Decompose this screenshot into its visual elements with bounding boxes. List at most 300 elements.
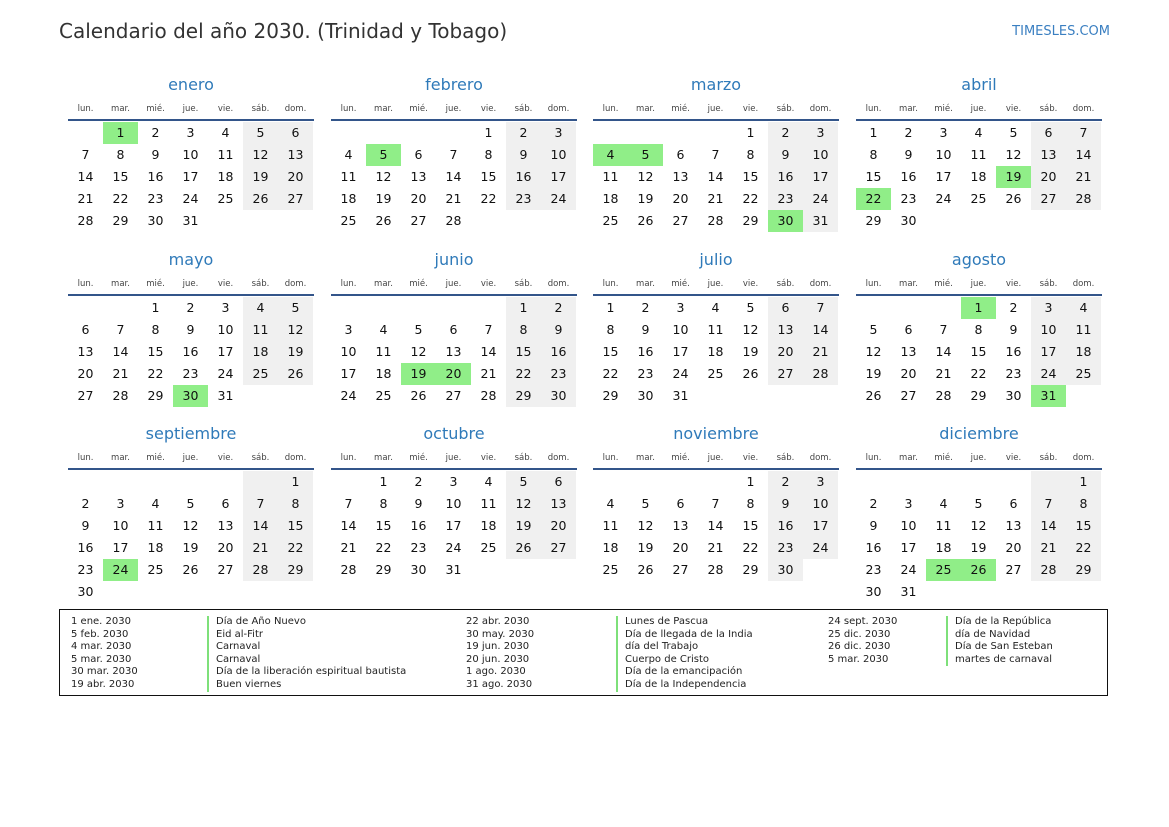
day-cell[interactable]: 10 — [217, 322, 234, 337]
day-cell[interactable]: 17 — [340, 366, 357, 381]
day-cell[interactable]: 11 — [375, 344, 392, 359]
day-cell[interactable]: 20 — [217, 540, 234, 555]
day-cell[interactable]: 30 — [637, 388, 654, 403]
day-cell[interactable]: 22 — [506, 363, 541, 385]
day-cell[interactable]: 2 — [768, 471, 803, 493]
day-cell[interactable]: 5 — [243, 122, 278, 144]
day-cell[interactable]: 3 — [676, 300, 685, 315]
day-cell[interactable]: 17 — [803, 515, 838, 537]
day-cell[interactable]: 7 — [711, 147, 720, 162]
day-cell[interactable]: 29 — [742, 213, 759, 228]
day-cell[interactable]: 22 — [1066, 537, 1101, 559]
holiday-day-cell[interactable]: 1 — [961, 297, 996, 319]
day-cell[interactable]: 26 — [278, 363, 313, 385]
day-cell[interactable]: 28 — [77, 213, 94, 228]
holiday-day-cell[interactable]: 5 — [366, 144, 401, 166]
day-cell[interactable]: 8 — [379, 496, 388, 511]
day-cell[interactable]: 29 — [602, 388, 619, 403]
day-cell[interactable]: 24 — [935, 191, 952, 206]
day-cell[interactable]: 17 — [935, 169, 952, 184]
day-cell[interactable]: 29 — [1066, 559, 1101, 581]
day-cell[interactable]: 25 — [970, 191, 987, 206]
day-cell[interactable]: 21 — [1066, 166, 1101, 188]
day-cell[interactable]: 14 — [707, 518, 724, 533]
day-cell[interactable]: 4 — [711, 300, 720, 315]
day-cell[interactable]: 31 — [672, 388, 689, 403]
day-cell[interactable]: 24 — [445, 540, 462, 555]
day-cell[interactable]: 22 — [375, 540, 392, 555]
day-cell[interactable]: 30 — [900, 213, 917, 228]
day-cell[interactable]: 15 — [112, 169, 129, 184]
day-cell[interactable]: 20 — [768, 341, 803, 363]
day-cell[interactable]: 7 — [243, 493, 278, 515]
day-cell[interactable]: 26 — [410, 388, 427, 403]
day-cell[interactable]: 25 — [1066, 363, 1101, 385]
day-cell[interactable]: 27 — [900, 388, 917, 403]
day-cell[interactable]: 29 — [278, 559, 313, 581]
day-cell[interactable]: 9 — [541, 319, 576, 341]
day-cell[interactable]: 21 — [77, 191, 94, 206]
day-cell[interactable]: 20 — [1005, 540, 1022, 555]
day-cell[interactable]: 18 — [1066, 341, 1101, 363]
day-cell[interactable]: 30 — [865, 584, 882, 599]
day-cell[interactable]: 23 — [182, 366, 199, 381]
day-cell[interactable]: 5 — [506, 471, 541, 493]
day-cell[interactable]: 29 — [506, 385, 541, 407]
day-cell[interactable]: 5 — [278, 297, 313, 319]
day-cell[interactable]: 14 — [480, 344, 497, 359]
day-cell[interactable]: 13 — [541, 493, 576, 515]
site-link[interactable]: TIMESLES.COM — [1012, 24, 1110, 39]
day-cell[interactable]: 25 — [243, 363, 278, 385]
day-cell[interactable]: 10 — [803, 144, 838, 166]
day-cell[interactable]: 8 — [746, 496, 755, 511]
day-cell[interactable]: 12 — [865, 344, 882, 359]
day-cell[interactable]: 28 — [935, 388, 952, 403]
day-cell[interactable]: 18 — [480, 518, 497, 533]
holiday-day-cell[interactable]: 31 — [1031, 385, 1066, 407]
day-cell[interactable]: 11 — [147, 518, 164, 533]
day-cell[interactable]: 4 — [151, 496, 160, 511]
day-cell[interactable]: 3 — [803, 122, 838, 144]
day-cell[interactable]: 15 — [375, 518, 392, 533]
day-cell[interactable]: 3 — [221, 300, 230, 315]
day-cell[interactable]: 21 — [340, 540, 357, 555]
day-cell[interactable]: 17 — [541, 166, 576, 188]
day-cell[interactable]: 6 — [541, 471, 576, 493]
day-cell[interactable]: 20 — [541, 515, 576, 537]
day-cell[interactable]: 17 — [217, 344, 234, 359]
day-cell[interactable]: 8 — [869, 147, 878, 162]
day-cell[interactable]: 15 — [506, 341, 541, 363]
day-cell[interactable]: 2 — [869, 496, 878, 511]
day-cell[interactable]: 2 — [506, 122, 541, 144]
day-cell[interactable]: 18 — [340, 191, 357, 206]
day-cell[interactable]: 19 — [375, 191, 392, 206]
day-cell[interactable]: 19 — [243, 166, 278, 188]
day-cell[interactable]: 6 — [768, 297, 803, 319]
day-cell[interactable]: 28 — [445, 213, 462, 228]
day-cell[interactable]: 18 — [243, 341, 278, 363]
day-cell[interactable]: 18 — [217, 169, 234, 184]
day-cell[interactable]: 27 — [1005, 562, 1022, 577]
day-cell[interactable]: 9 — [768, 144, 803, 166]
holiday-day-cell[interactable]: 4 — [593, 144, 628, 166]
day-cell[interactable]: 4 — [484, 474, 493, 489]
day-cell[interactable]: 4 — [243, 297, 278, 319]
day-cell[interactable]: 12 — [637, 169, 654, 184]
day-cell[interactable]: 11 — [970, 147, 987, 162]
day-cell[interactable]: 7 — [449, 147, 458, 162]
holiday-day-cell[interactable]: 1 — [103, 122, 138, 144]
day-cell[interactable]: 11 — [480, 496, 497, 511]
day-cell[interactable]: 23 — [77, 562, 94, 577]
day-cell[interactable]: 19 — [182, 540, 199, 555]
day-cell[interactable]: 13 — [445, 344, 462, 359]
day-cell[interactable]: 7 — [1066, 122, 1101, 144]
day-cell[interactable]: 22 — [970, 366, 987, 381]
day-cell[interactable]: 9 — [904, 147, 913, 162]
day-cell[interactable]: 15 — [147, 344, 164, 359]
day-cell[interactable]: 23 — [506, 188, 541, 210]
day-cell[interactable]: 8 — [506, 319, 541, 341]
day-cell[interactable]: 4 — [974, 125, 983, 140]
day-cell[interactable]: 30 — [1005, 388, 1022, 403]
day-cell[interactable]: 25 — [602, 213, 619, 228]
day-cell[interactable]: 10 — [340, 344, 357, 359]
holiday-day-cell[interactable]: 22 — [856, 188, 891, 210]
day-cell[interactable]: 21 — [243, 537, 278, 559]
day-cell[interactable]: 5 — [414, 322, 423, 337]
day-cell[interactable]: 20 — [410, 191, 427, 206]
day-cell[interactable]: 15 — [1066, 515, 1101, 537]
day-cell[interactable]: 12 — [375, 169, 392, 184]
day-cell[interactable]: 27 — [77, 388, 94, 403]
day-cell[interactable]: 20 — [77, 366, 94, 381]
day-cell[interactable]: 4 — [344, 147, 353, 162]
day-cell[interactable]: 6 — [278, 122, 313, 144]
day-cell[interactable]: 31 — [803, 210, 838, 232]
day-cell[interactable]: 3 — [344, 322, 353, 337]
day-cell[interactable]: 12 — [970, 518, 987, 533]
day-cell[interactable]: 25 — [602, 562, 619, 577]
day-cell[interactable]: 7 — [803, 297, 838, 319]
day-cell[interactable]: 1 — [484, 125, 493, 140]
day-cell[interactable]: 25 — [340, 213, 357, 228]
day-cell[interactable]: 23 — [865, 562, 882, 577]
day-cell[interactable]: 16 — [768, 166, 803, 188]
day-cell[interactable]: 18 — [602, 191, 619, 206]
day-cell[interactable]: 14 — [243, 515, 278, 537]
day-cell[interactable]: 3 — [449, 474, 458, 489]
day-cell[interactable]: 27 — [278, 188, 313, 210]
day-cell[interactable]: 18 — [602, 540, 619, 555]
day-cell[interactable]: 26 — [637, 562, 654, 577]
day-cell[interactable]: 1 — [379, 474, 388, 489]
day-cell[interactable]: 30 — [147, 213, 164, 228]
holiday-day-cell[interactable]: 20 — [436, 363, 471, 385]
day-cell[interactable]: 21 — [935, 366, 952, 381]
day-cell[interactable]: 6 — [1009, 496, 1018, 511]
day-cell[interactable]: 27 — [672, 562, 689, 577]
day-cell[interactable]: 18 — [707, 344, 724, 359]
day-cell[interactable]: 7 — [939, 322, 948, 337]
day-cell[interactable]: 6 — [414, 147, 423, 162]
day-cell[interactable]: 19 — [742, 344, 759, 359]
day-cell[interactable]: 10 — [935, 147, 952, 162]
day-cell[interactable]: 25 — [375, 388, 392, 403]
day-cell[interactable]: 1 — [606, 300, 615, 315]
day-cell[interactable]: 2 — [151, 125, 160, 140]
day-cell[interactable]: 5 — [974, 496, 983, 511]
day-cell[interactable]: 23 — [637, 366, 654, 381]
day-cell[interactable]: 12 — [410, 344, 427, 359]
day-cell[interactable]: 6 — [676, 147, 685, 162]
day-cell[interactable]: 28 — [340, 562, 357, 577]
day-cell[interactable]: 25 — [147, 562, 164, 577]
day-cell[interactable]: 4 — [1066, 297, 1101, 319]
day-cell[interactable]: 28 — [480, 388, 497, 403]
day-cell[interactable]: 12 — [637, 518, 654, 533]
day-cell[interactable]: 31 — [445, 562, 462, 577]
day-cell[interactable]: 10 — [803, 493, 838, 515]
day-cell[interactable]: 16 — [900, 169, 917, 184]
day-cell[interactable]: 10 — [112, 518, 129, 533]
day-cell[interactable]: 17 — [182, 169, 199, 184]
day-cell[interactable]: 22 — [602, 366, 619, 381]
day-cell[interactable]: 9 — [81, 518, 90, 533]
day-cell[interactable]: 15 — [742, 518, 759, 533]
day-cell[interactable]: 9 — [151, 147, 160, 162]
day-cell[interactable]: 6 — [221, 496, 230, 511]
day-cell[interactable]: 8 — [746, 147, 755, 162]
day-cell[interactable]: 2 — [768, 122, 803, 144]
day-cell[interactable]: 6 — [81, 322, 90, 337]
day-cell[interactable]: 13 — [1005, 518, 1022, 533]
day-cell[interactable]: 29 — [147, 388, 164, 403]
day-cell[interactable]: 3 — [904, 496, 913, 511]
day-cell[interactable]: 31 — [900, 584, 917, 599]
day-cell[interactable]: 14 — [1031, 515, 1066, 537]
day-cell[interactable]: 21 — [112, 366, 129, 381]
day-cell[interactable]: 27 — [672, 213, 689, 228]
day-cell[interactable]: 3 — [541, 122, 576, 144]
day-cell[interactable]: 9 — [414, 496, 423, 511]
day-cell[interactable]: 2 — [904, 125, 913, 140]
day-cell[interactable]: 5 — [746, 300, 755, 315]
day-cell[interactable]: 16 — [1005, 344, 1022, 359]
day-cell[interactable]: 28 — [707, 213, 724, 228]
day-cell[interactable]: 2 — [1009, 300, 1018, 315]
day-cell[interactable]: 23 — [768, 537, 803, 559]
day-cell[interactable]: 4 — [221, 125, 230, 140]
day-cell[interactable]: 7 — [484, 322, 493, 337]
day-cell[interactable]: 18 — [147, 540, 164, 555]
day-cell[interactable]: 21 — [707, 540, 724, 555]
day-cell[interactable]: 11 — [1066, 319, 1101, 341]
day-cell[interactable]: 12 — [182, 518, 199, 533]
holiday-day-cell[interactable]: 25 — [926, 559, 961, 581]
day-cell[interactable]: 12 — [278, 319, 313, 341]
holiday-day-cell[interactable]: 30 — [173, 385, 208, 407]
day-cell[interactable]: 9 — [641, 322, 650, 337]
day-cell[interactable]: 19 — [278, 341, 313, 363]
day-cell[interactable]: 23 — [900, 191, 917, 206]
day-cell[interactable]: 6 — [676, 496, 685, 511]
day-cell[interactable]: 24 — [217, 366, 234, 381]
day-cell[interactable]: 23 — [768, 188, 803, 210]
day-cell[interactable]: 8 — [278, 493, 313, 515]
day-cell[interactable]: 11 — [217, 147, 234, 162]
day-cell[interactable]: 23 — [1005, 366, 1022, 381]
day-cell[interactable]: 17 — [1031, 341, 1066, 363]
day-cell[interactable]: 1 — [1066, 471, 1101, 493]
day-cell[interactable]: 2 — [541, 297, 576, 319]
day-cell[interactable]: 18 — [970, 169, 987, 184]
day-cell[interactable]: 10 — [1031, 319, 1066, 341]
day-cell[interactable]: 8 — [1066, 493, 1101, 515]
day-cell[interactable]: 22 — [147, 366, 164, 381]
day-cell[interactable]: 26 — [375, 213, 392, 228]
day-cell[interactable]: 5 — [641, 496, 650, 511]
day-cell[interactable]: 15 — [970, 344, 987, 359]
day-cell[interactable]: 13 — [672, 169, 689, 184]
day-cell[interactable]: 19 — [865, 366, 882, 381]
day-cell[interactable]: 28 — [112, 388, 129, 403]
day-cell[interactable]: 27 — [410, 213, 427, 228]
day-cell[interactable]: 18 — [375, 366, 392, 381]
day-cell[interactable]: 20 — [278, 166, 313, 188]
day-cell[interactable]: 17 — [900, 540, 917, 555]
day-cell[interactable]: 29 — [742, 562, 759, 577]
day-cell[interactable]: 3 — [186, 125, 195, 140]
day-cell[interactable]: 17 — [445, 518, 462, 533]
day-cell[interactable]: 4 — [379, 322, 388, 337]
day-cell[interactable]: 15 — [480, 169, 497, 184]
day-cell[interactable]: 13 — [672, 518, 689, 533]
day-cell[interactable]: 29 — [970, 388, 987, 403]
day-cell[interactable]: 22 — [742, 540, 759, 555]
day-cell[interactable]: 14 — [935, 344, 952, 359]
day-cell[interactable]: 24 — [803, 537, 838, 559]
day-cell[interactable]: 7 — [711, 496, 720, 511]
day-cell[interactable]: 16 — [147, 169, 164, 184]
day-cell[interactable]: 17 — [112, 540, 129, 555]
day-cell[interactable]: 29 — [865, 213, 882, 228]
day-cell[interactable]: 12 — [742, 322, 759, 337]
day-cell[interactable]: 13 — [768, 319, 803, 341]
day-cell[interactable]: 30 — [77, 584, 94, 599]
day-cell[interactable]: 19 — [970, 540, 987, 555]
holiday-day-cell[interactable]: 19 — [996, 166, 1031, 188]
day-cell[interactable]: 24 — [340, 388, 357, 403]
day-cell[interactable]: 7 — [81, 147, 90, 162]
day-cell[interactable]: 1 — [746, 474, 755, 489]
day-cell[interactable]: 8 — [484, 147, 493, 162]
day-cell[interactable]: 27 — [445, 388, 462, 403]
day-cell[interactable]: 30 — [541, 385, 576, 407]
day-cell[interactable]: 26 — [182, 562, 199, 577]
day-cell[interactable]: 25 — [217, 191, 234, 206]
day-cell[interactable]: 2 — [186, 300, 195, 315]
holiday-day-cell[interactable]: 19 — [401, 363, 436, 385]
day-cell[interactable]: 23 — [410, 540, 427, 555]
day-cell[interactable]: 16 — [506, 166, 541, 188]
day-cell[interactable]: 13 — [217, 518, 234, 533]
day-cell[interactable]: 25 — [707, 366, 724, 381]
day-cell[interactable]: 24 — [900, 562, 917, 577]
day-cell[interactable]: 20 — [900, 366, 917, 381]
day-cell[interactable]: 14 — [803, 319, 838, 341]
day-cell[interactable]: 25 — [480, 540, 497, 555]
day-cell[interactable]: 18 — [935, 540, 952, 555]
day-cell[interactable]: 8 — [116, 147, 125, 162]
day-cell[interactable]: 22 — [278, 537, 313, 559]
day-cell[interactable]: 8 — [974, 322, 983, 337]
day-cell[interactable]: 1 — [506, 297, 541, 319]
day-cell[interactable]: 1 — [869, 125, 878, 140]
day-cell[interactable]: 11 — [935, 518, 952, 533]
day-cell[interactable]: 20 — [1031, 166, 1066, 188]
day-cell[interactable]: 21 — [445, 191, 462, 206]
day-cell[interactable]: 14 — [112, 344, 129, 359]
day-cell[interactable]: 13 — [900, 344, 917, 359]
day-cell[interactable]: 13 — [278, 144, 313, 166]
day-cell[interactable]: 1 — [746, 125, 755, 140]
day-cell[interactable]: 3 — [939, 125, 948, 140]
day-cell[interactable]: 16 — [182, 344, 199, 359]
day-cell[interactable]: 1 — [278, 471, 313, 493]
day-cell[interactable]: 5 — [1009, 125, 1018, 140]
day-cell[interactable]: 26 — [637, 213, 654, 228]
day-cell[interactable]: 23 — [541, 363, 576, 385]
day-cell[interactable]: 24 — [182, 191, 199, 206]
day-cell[interactable]: 5 — [186, 496, 195, 511]
day-cell[interactable]: 27 — [1031, 188, 1066, 210]
day-cell[interactable]: 17 — [803, 166, 838, 188]
day-cell[interactable]: 13 — [410, 169, 427, 184]
day-cell[interactable]: 16 — [637, 344, 654, 359]
day-cell[interactable]: 24 — [1031, 363, 1066, 385]
day-cell[interactable]: 19 — [637, 540, 654, 555]
day-cell[interactable]: 9 — [768, 493, 803, 515]
day-cell[interactable]: 13 — [77, 344, 94, 359]
day-cell[interactable]: 16 — [541, 341, 576, 363]
day-cell[interactable]: 6 — [1031, 122, 1066, 144]
day-cell[interactable]: 12 — [506, 493, 541, 515]
day-cell[interactable]: 23 — [147, 191, 164, 206]
day-cell[interactable]: 31 — [217, 388, 234, 403]
day-cell[interactable]: 1 — [151, 300, 160, 315]
day-cell[interactable]: 10 — [445, 496, 462, 511]
day-cell[interactable]: 16 — [410, 518, 427, 533]
day-cell[interactable]: 8 — [606, 322, 615, 337]
day-cell[interactable]: 15 — [865, 169, 882, 184]
day-cell[interactable]: 22 — [112, 191, 129, 206]
day-cell[interactable]: 7 — [1031, 493, 1066, 515]
day-cell[interactable]: 24 — [672, 366, 689, 381]
day-cell[interactable]: 31 — [182, 213, 199, 228]
day-cell[interactable]: 11 — [340, 169, 357, 184]
day-cell[interactable]: 4 — [939, 496, 948, 511]
day-cell[interactable]: 27 — [541, 537, 576, 559]
day-cell[interactable]: 14 — [707, 169, 724, 184]
day-cell[interactable]: 3 — [803, 471, 838, 493]
day-cell[interactable]: 21 — [707, 191, 724, 206]
day-cell[interactable]: 21 — [480, 366, 497, 381]
day-cell[interactable]: 2 — [81, 496, 90, 511]
day-cell[interactable]: 11 — [602, 169, 619, 184]
